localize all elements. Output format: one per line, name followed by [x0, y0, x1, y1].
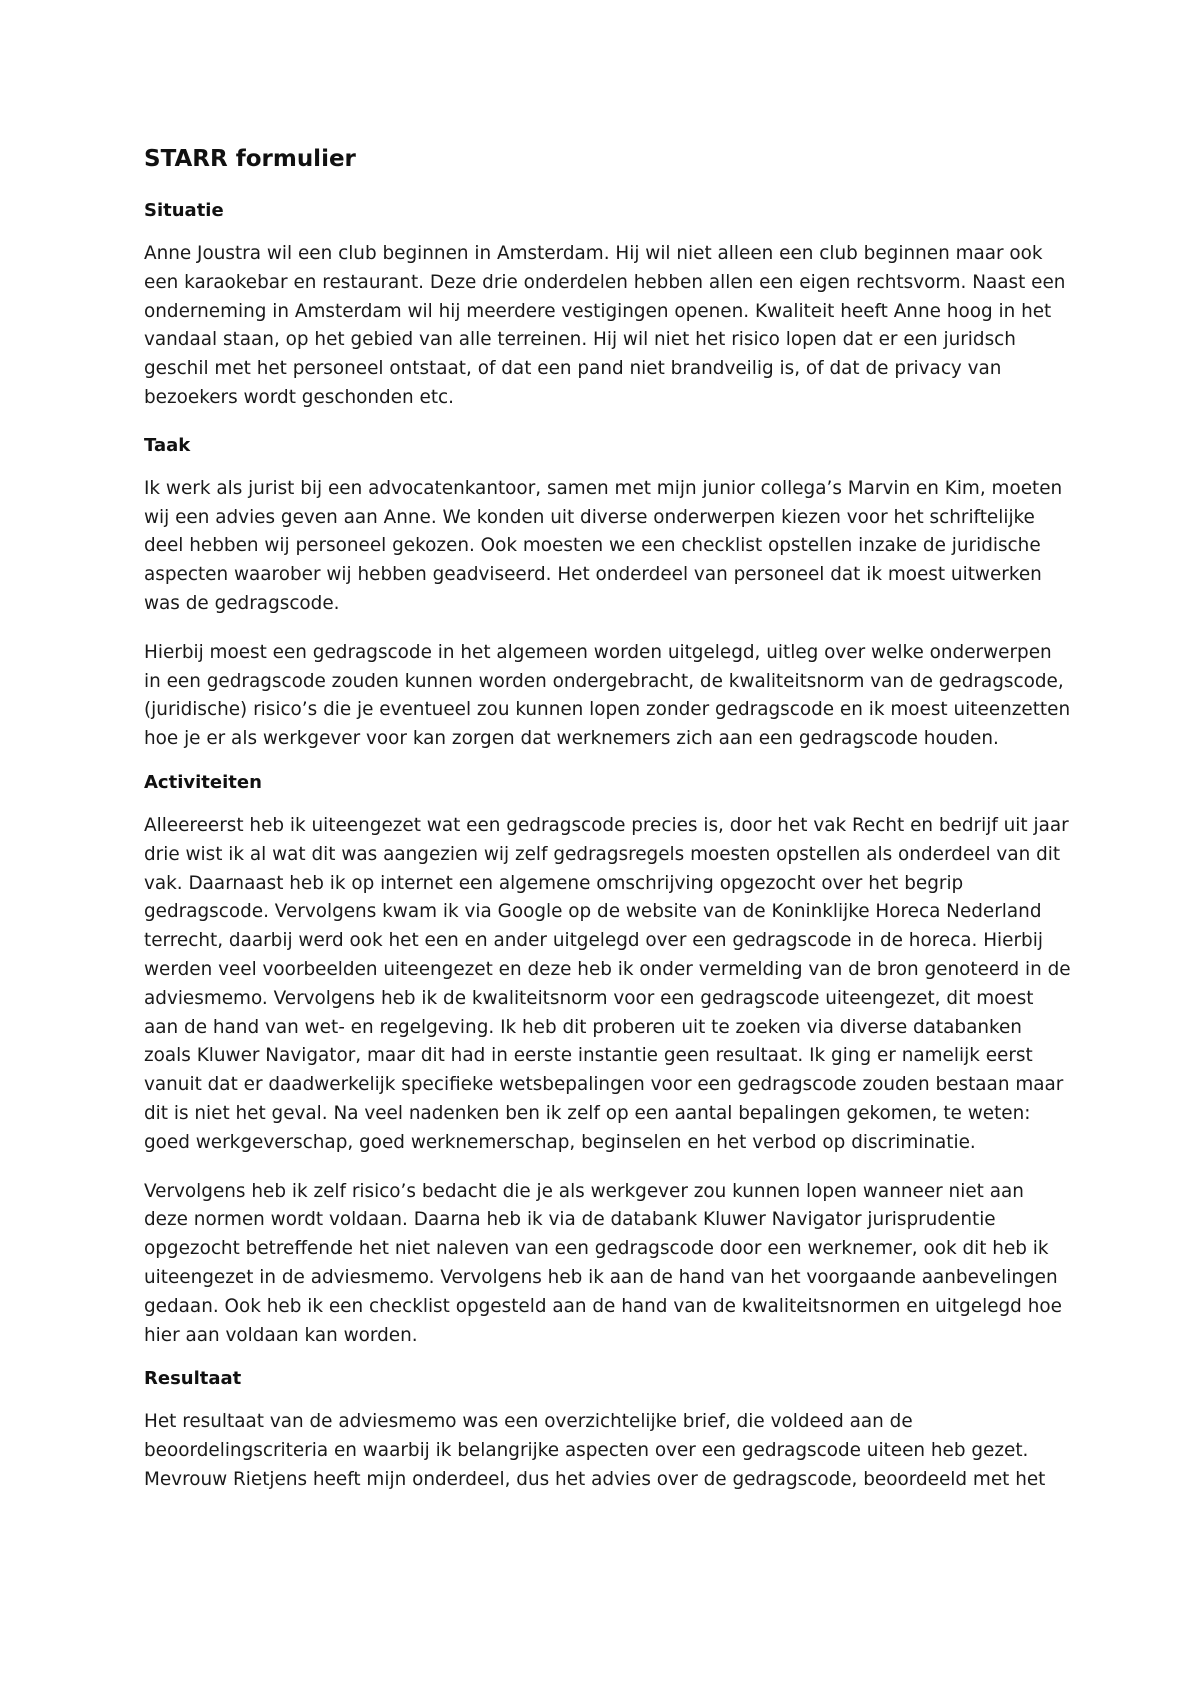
document-body: [144, 142, 1072, 1515]
document-title: STARR formulier: [144, 146, 356, 172]
section-activiteiten: [144, 770, 1072, 1350]
section-heading-activiteiten: Activiteiten: [144, 771, 262, 793]
section-resultaat: [144, 1366, 1072, 1494]
section-heading-taak: Taak: [144, 434, 191, 456]
section-heading-situatie: Situatie: [144, 200, 224, 221]
paragraph: Het resultaat van de adviesmemo was een overzichtelijke brief, die voldeed aan de beoordelingscriteria en waarbij ik belangrijke aspecten over een gedragscode uiteen heb gezet. Mevrouw Rietjens heeft mijn onderdeel, dus het advies over de gedragscode, beoordeeld met het: [144, 1411, 1046, 1490]
paragraph: Ik werk als jurist bij een advocatenkantoor, samen met mijn junior collega’s Marvin en Kim, moeten wij een advies geven aan Anne. We konden uit diverse onderwerpen kiezen voor het schriftelijke deel hebben wij personeel gekozen. Ook moesten we een checklist opstellen inzake de juridische aspecten waarober wij hebben geadviseerd. Het onderdeel van personeel dat ik moest uitwerken was de gedragscode.: [144, 477, 1063, 614]
paragraph: Hierbij moest een gedragscode in het algemeen worden uitgelegd, uitleg over welke onderwerpen in een gedragscode zouden kunnen worden ondergebracht, de kwaliteitsnorm van de gedragscode, (juridische) risico’s die je eventueel zou kunnen lopen zonder gedragscode en ik moest uiteenzetten hoe je er als werkgever voor kan zorgen dat werknemers zich aan een gedragscode houden.: [144, 641, 1071, 750]
section-taak: [144, 433, 1072, 754]
paragraph: Alleereerst heb ik uiteengezet wat een gedragscode precies is, door het vak Recht en bedrijf uit jaar drie wist ik al wat dit was aangezien wij zelf gedragsregels moesten opstellen als onderdeel van dit vak. Daarnaast heb ik op internet een algemene omschrijving opgezocht over het begrip gedragscode. Vervolgens kwam ik via Google op de website van de Koninklijke Horeca Nederland terrecht, daarbij werd ook het een en ander uitgelegd over een gedragscode in de horeca. Hierbij werden veel voorbeelden uiteengezet en deze heb ik onder vermelding van de bron genoteerd in de adviesmemo. Vervolgens heb ik de kwaliteitsnorm voor een gedragscode uiteengezet, dit moest aan de hand van wet- en regelgeving. Ik heb dit proberen uit te zoeken via diverse databanken zoals Kluwer Navigator, maar dit had in eerste instantie geen resultaat. Ik ging er namelijk eerst vanuit dat er daadwerkelijk specifieke wetsbepalingen voor een gedragscode zouden bestaan maar dit is niet het geval. Na veel nadenken ben ik zelf op een aantal bepalingen gekomen, te weten: goed werkgeverschap, goed werknemerschap, beginselen en het verbod op discriminatie.: [144, 814, 1071, 1153]
section-situatie: [144, 198, 1072, 413]
paragraph: Anne Joustra wil een club beginnen in Amsterdam. Hij wil niet alleen een club beginnen maar ook een karaokebar en restaurant. Deze drie onderdelen hebben allen een eigen rechtsvorm. Naast een onderneming in Amsterdam wil hij meerdere vestigingen openen. Kwaliteit heeft Anne hoog in het vandaal staan, op het gebied van alle terreinen. Hij wil niet het risico lopen dat er een juridsch geschil met het personeel ontstaat, of dat een pand niet brandveilig is, of dat de privacy van bezoekers wordt geschonden etc.: [144, 243, 1066, 408]
section-heading-resultaat: Resultaat: [144, 1368, 242, 1390]
paragraph: Vervolgens heb ik zelf risico’s bedacht die je als werkgever zou kunnen lopen wanneer niet aan deze normen wordt voldaan. Daarna heb ik via de databank Kluwer Navigator jurisprudentie opgezocht betreffende het niet naleven van een gedragscode door een werknemer, ook dit heb ik uiteengezet in de adviesmemo. Vervolgens heb ik aan de hand van het voorgaande aanbevelingen gedaan. Ook heb ik een checklist opgesteld aan de hand van de kwaliteitsnormen en uitgelegd hoe hier aan voldaan kan worden.: [144, 1180, 1062, 1346]
